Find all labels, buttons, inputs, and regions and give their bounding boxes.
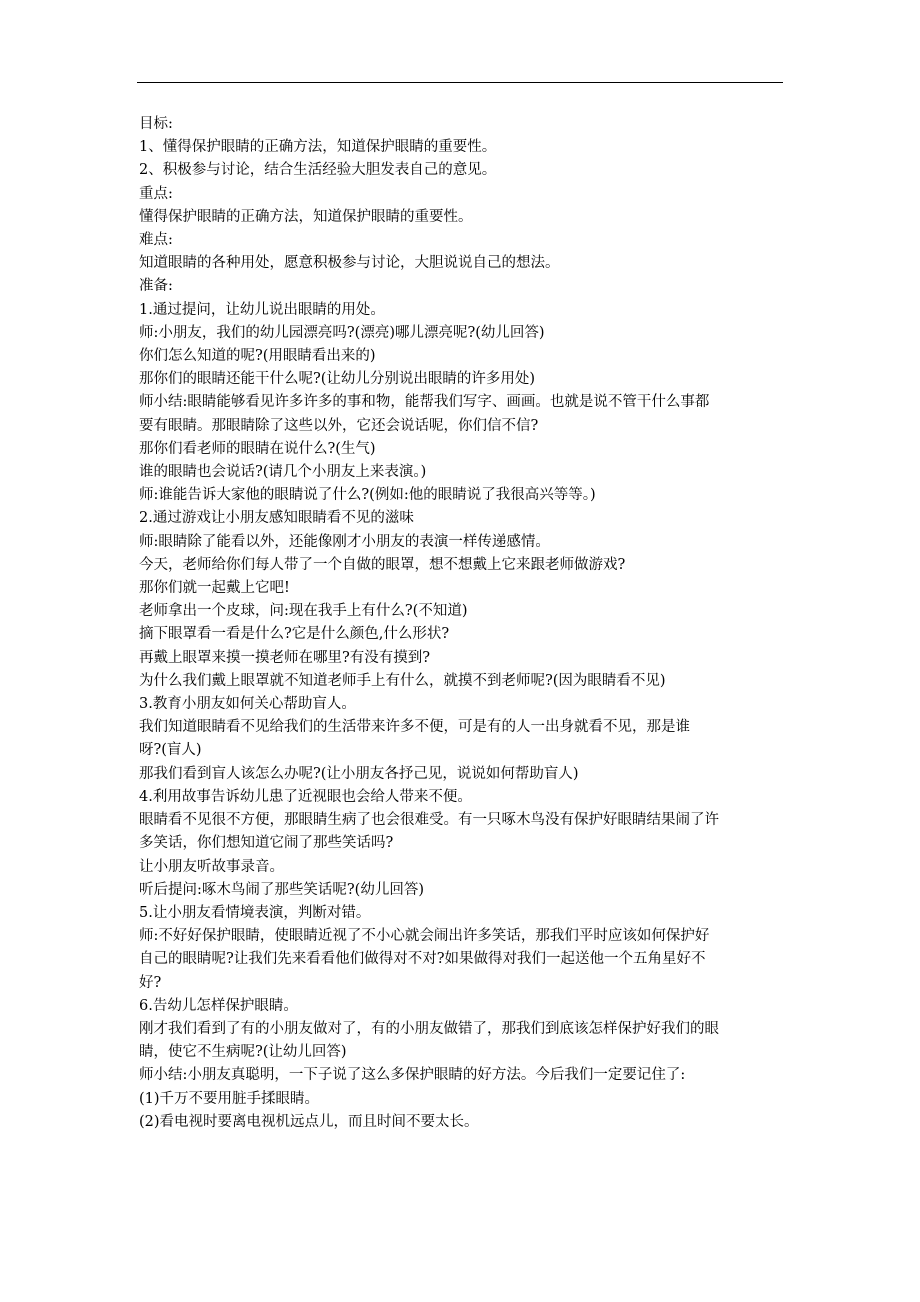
text-line: 好?: [139, 974, 162, 991]
text-line: (2)看电视时要离电视机远点儿，而且时间不要太长。: [139, 1113, 479, 1130]
text-line: 目标:: [139, 116, 173, 132]
text-line: 师小结:小朋友真聪明，一下子说了这么多保护眼睛的好方法。今后我们一定要记住了:: [139, 1067, 686, 1084]
text-line: 4.利用故事告诉幼儿患了近视眼也会给人带来不便。: [139, 788, 472, 805]
text-line: (1)千万不要用脏手揉眼睛。: [139, 1090, 320, 1107]
text-line: 为什么我们戴上眼罩就不知道老师手上有什么，就摸不到老师呢?(因为眼睛看不见): [139, 672, 666, 689]
text-line: 师小结:眼睛能够看见许多许多的事和物，能帮我们写字、画画。也就是说不管干什么事都: [139, 394, 710, 411]
text-line: 眼睛看不见很不方便，那眼睛生病了也会很难受。有一只啄木鸟没有保护好眼睛结果闹了许: [139, 812, 719, 829]
text-line: 3.教育小朋友如何关心帮助盲人。: [139, 696, 356, 713]
text-line: 准备:: [139, 278, 173, 295]
text-line: 那我们看到盲人该怎么办呢?(让小朋友各抒己见，说说如何帮助盲人): [139, 765, 579, 782]
text-line: 师:谁能告诉大家他的眼睛说了什么?(例如:他的眼睛说了我很高兴等等。): [139, 487, 596, 504]
text-line: 那你们看老师的眼睛在说什么?(生气): [139, 440, 376, 457]
text-line: 再戴上眼罩来摸一摸老师在哪里?有没有摸到?: [139, 649, 431, 666]
header-rule: [137, 82, 783, 83]
text-line: 睛，使它不生病呢?(让幼儿回答): [139, 1044, 347, 1061]
text-line: 多笑话，你们想知道它闹了那些笑话吗?: [139, 835, 394, 852]
text-line: 你们怎么知道的呢?(用眼睛看出来的): [139, 348, 376, 365]
text-line: 2.通过游戏让小朋友感知眼睛看不见的滋味: [139, 510, 414, 527]
document-body: [139, 113, 789, 1134]
text-line: 师:不好好保护眼睛，使眼睛近视了不小心就会闹出许多笑话，那我们平时应该如何保护好: [139, 928, 710, 945]
text-line: 要有眼睛。那眼睛除了这些以外，它还会说话呢，你们信不信?: [139, 417, 539, 434]
text-line: 让小朋友听故事录音。: [139, 858, 284, 875]
text-line: 1.通过提问，让幼儿说出眼睛的用处。: [139, 301, 385, 318]
text-line: 那你们就一起戴上它吧!: [139, 580, 290, 597]
text-line: 2、积极参与讨论，结合生活经验大胆发表自己的意见。: [139, 162, 497, 179]
text-line: 5.让小朋友看情境表演，判断对错。: [139, 904, 371, 921]
text-line: 懂得保护眼睛的正确方法，知道保护眼睛的重要性。: [139, 208, 473, 225]
text-line: 谁的眼睛也会说话?(请几个小朋友上来表演。): [139, 464, 427, 481]
text-line: 摘下眼罩看一看是什么?它是什么颜色,什么形状?: [139, 626, 450, 643]
text-line: 重点:: [139, 185, 173, 202]
text-line: 难点:: [139, 232, 173, 249]
text-line: 呀?(盲人): [139, 742, 202, 759]
text-line: 今天，老师给你们每人带了一个自做的眼罩，想不想戴上它来跟老师做游戏?: [139, 556, 626, 573]
text-line: 师:小朋友，我们的幼儿园漂亮吗?(漂亮)哪儿漂亮呢?(幼儿回答): [139, 324, 545, 341]
text-line: 我们知道眼睛看不见给我们的生活带来许多不便，可是有的人一出身就看不见，那是谁: [139, 719, 690, 736]
text-line: 那你们的眼睛还能干什么呢?(让幼儿分别说出眼睛的许多用处): [139, 371, 536, 388]
text-line: 师:眼睛除了能看以外，还能像刚才小朋友的表演一样传递感情。: [139, 533, 550, 550]
text-line: 听后提问:啄木鸟闹了那些笑话呢?(幼儿回答): [139, 881, 424, 898]
text-line: 自己的眼睛呢?让我们先来看看他们做得对不对?如果做得对我们一起送他一个五角星好不: [139, 951, 706, 968]
text-line: 1、懂得保护眼睛的正确方法，知道保护眼睛的重要性。: [139, 139, 497, 156]
text-line: 老师拿出一个皮球，问:现在我手上有什么?(不知道): [139, 603, 468, 620]
text-line: 6.告幼儿怎样保护眼睛。: [139, 997, 298, 1014]
text-line: 知道眼睛的各种用处，愿意积极参与讨论，大胆说说自己的想法。: [139, 255, 560, 272]
text-line: 刚才我们看到了有的小朋友做对了，有的小朋友做错了，那我们到底该怎样保护好我们的眼: [139, 1020, 719, 1037]
